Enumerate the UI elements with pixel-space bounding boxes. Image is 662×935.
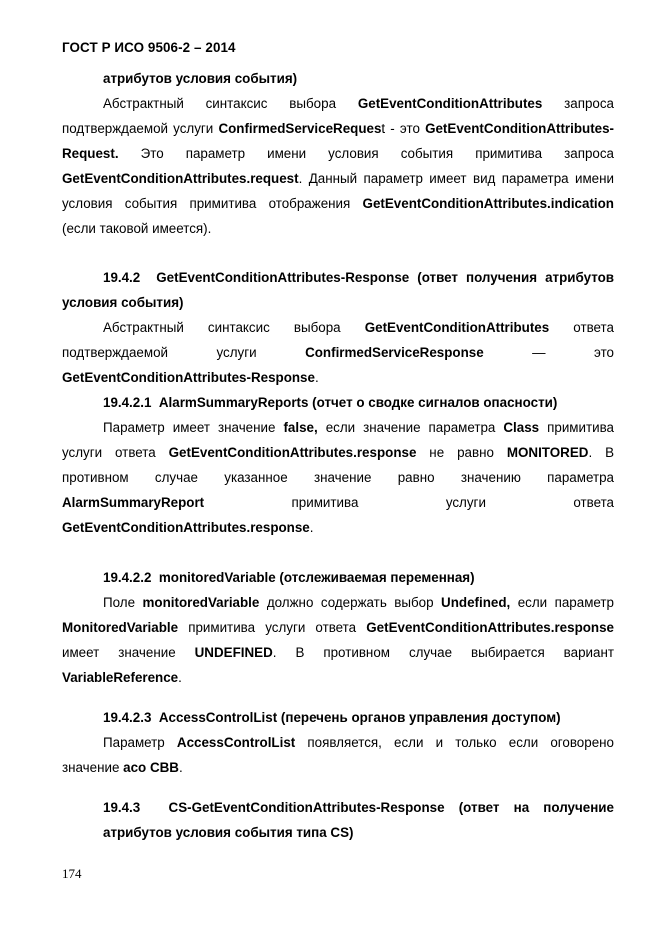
document-header: ГОСТ Р ИСО 9506-2 – 2014 bbox=[62, 40, 236, 55]
paragraph-alarm-summary: Параметр имеет значение false, если значение параметра Class примитива услуги ответа GetEventConditionAttributes.response не равно MONITORED. В противном случае указанное значение равно значению параметра AlarmSummaryReport примитива услуги ответа GetEventConditionAttributes.response. bbox=[62, 420, 615, 535]
paragraph-monitored-variable: Поле monitoredVariable должно содержать выбор Undefined, если параметр MonitoredVariable примитива услуги ответа GetEventConditionAttributes.response имеет значение UNDEFINED. В противном случае выбирается вариант VariableReference. bbox=[62, 595, 614, 685]
page-number: 174 bbox=[62, 866, 82, 881]
section-heading-19-4-2-3: 19.4.2.3 AccessControlList (перечень органов управления доступом) bbox=[103, 710, 561, 725]
paragraph-response-syntax: Абстрактный синтаксис выбора GetEventConditionAttributes ответа подтверждаемой услуги ConfirmedServiceResponse — это GetEventConditionAttributes-Response. bbox=[62, 320, 614, 385]
section-heading-19-4-2-2: 19.4.2.2 monitoredVariable (отслеживаемая переменная) bbox=[103, 570, 475, 585]
section-heading-19-4-2: 19.4.2 GetEventConditionAttributes-Response (ответ получения атрибутов условия события) bbox=[62, 270, 614, 310]
section-heading-19-4-2-1: 19.4.2.1 AlarmSummaryReports (отчет о сводке сигналов опасности) bbox=[103, 395, 558, 410]
heading-continuation: атрибутов условия события) bbox=[103, 71, 298, 86]
paragraph-request-syntax: Абстрактный синтаксис выбора GetEventConditionAttributes запроса подтверждаемой услуги ConfirmedServiceRequest - это GetEventConditionAttributes-Request. Это параметр имени условия события примитива запроса GetEventConditionAttributes.request. Данный параметр имеет вид параметра имени условия события примитива отображения GetEventConditionAttributes.indication (если таковой имеется). bbox=[62, 96, 615, 236]
paragraph-access-control: Параметр AccessControlList появляется, если и только если оговорено значение aco CBB. bbox=[62, 735, 614, 775]
section-heading-19-4-3: 19.4.3 CS-GetEventConditionAttributes-Response (ответ на получение атрибутов условия события типа CS) bbox=[103, 800, 614, 840]
